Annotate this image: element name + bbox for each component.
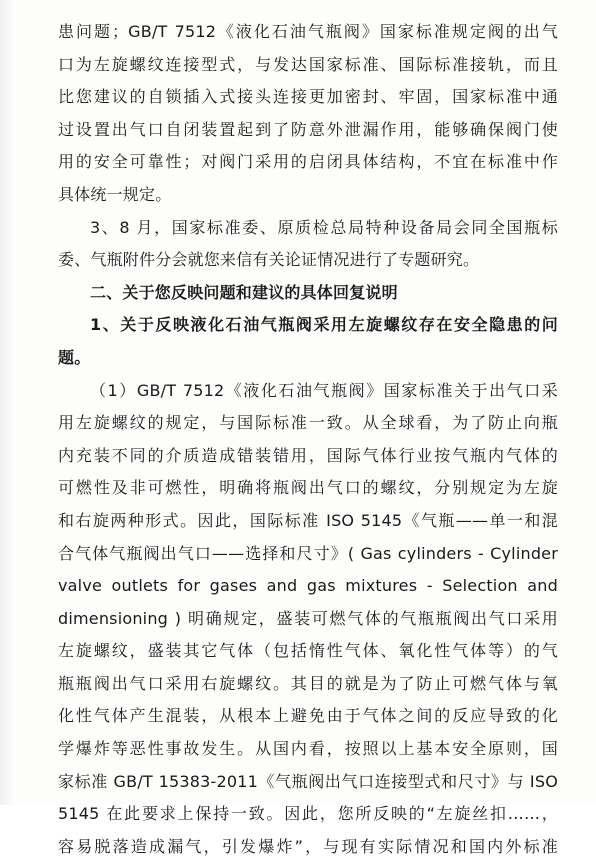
section-heading: 二、关于您反映问题和建议的具体回复说明 [90,282,398,302]
document-body [58,16,558,863]
scan-shadow-edge [0,0,14,805]
text-line: valve outlets for gases and gas mixtures - Selection and [58,576,558,596]
text-line: 和右旋两种形式。因此，国际标准 ISO 5145《气瓶——单一和混 [58,510,558,530]
text-line: 患问题；GB/T 7512《液化石油气瓶阀》国家标准规定阀的出气 [58,22,558,41]
text-line: 可燃性及非可燃性，明确将瓶阀出气口的螺纹，分别规定为左旋 [58,478,558,498]
text-line: 口为左旋螺纹连接型式，与发达国家标准、国际标准接轨，而且 [58,54,558,74]
text-line: 用左旋螺纹的规定，与国际标准一致。从全球看，为了防止向瓶 [58,413,558,433]
text-line: dimensioning ) 明确规定，盛装可燃气体的气瓶瓶阀出气口采用 [58,608,558,628]
text-line: 容易脱落造成漏气，引发爆炸”，与现有实际情况和国内外标准 [58,836,558,856]
text-line: 具体统一规定。 [58,184,172,204]
text-line: （1）GB/T 7512《液化石油气瓶阀》国家标准关于出气口采 [90,380,558,400]
text-line: 委、气瓶附件分会就您来信有关论证情况进行了专题研究。 [58,250,480,270]
text-line: 内充装不同的介质造成错装错用，国际气体行业按气瓶内气体的 [58,445,558,465]
text-line: 过设置出气口自闭装置起到了防意外泄漏作用，能够确保阀门使 [58,119,558,139]
text-line: 比您建议的自锁插入式接头连接更加密封、牢固，国家标准中通 [58,87,558,107]
text-line: 5145 在此要求上保持一致。因此，您所反映的“左旋丝扣……， [58,804,558,824]
text-line: 化性气体产生混装，从根本上避免由于气体之间的反应导致的化 [58,706,558,726]
text-line: 3、8 月，国家标准委、原质检总局特种设备局会同全国瓶标 [90,217,558,237]
subsection-heading-continuation: 题。 [58,347,91,367]
text-line: 家标准 GB/T 15383-2011《气瓶阀出气口连接型式和尺寸》与 ISO [58,771,558,791]
text-line: 左旋螺纹，盛装其它气体（包括惰性气体、氧化性气体等）的气 [58,641,558,661]
text-line: 合气体气瓶阀出气口——选择和尺寸》( Gas cylinders - Cylinder [58,543,558,563]
text-line: 瓶瓶阀出气口采用右旋螺纹。其目的就是为了防止可燃气体与氧 [58,673,558,693]
text-line: 学爆炸等恶性事故发生。从国内看，按照以上基本安全原则，国 [58,739,558,759]
text-line: 用的安全可靠性；对阀门采用的启闭具体结构，不宜在标准中作 [58,152,558,172]
subsection-heading: 1、关于反映液化石油气瓶阀采用左旋螺纹存在安全隐患的问 [90,315,558,335]
